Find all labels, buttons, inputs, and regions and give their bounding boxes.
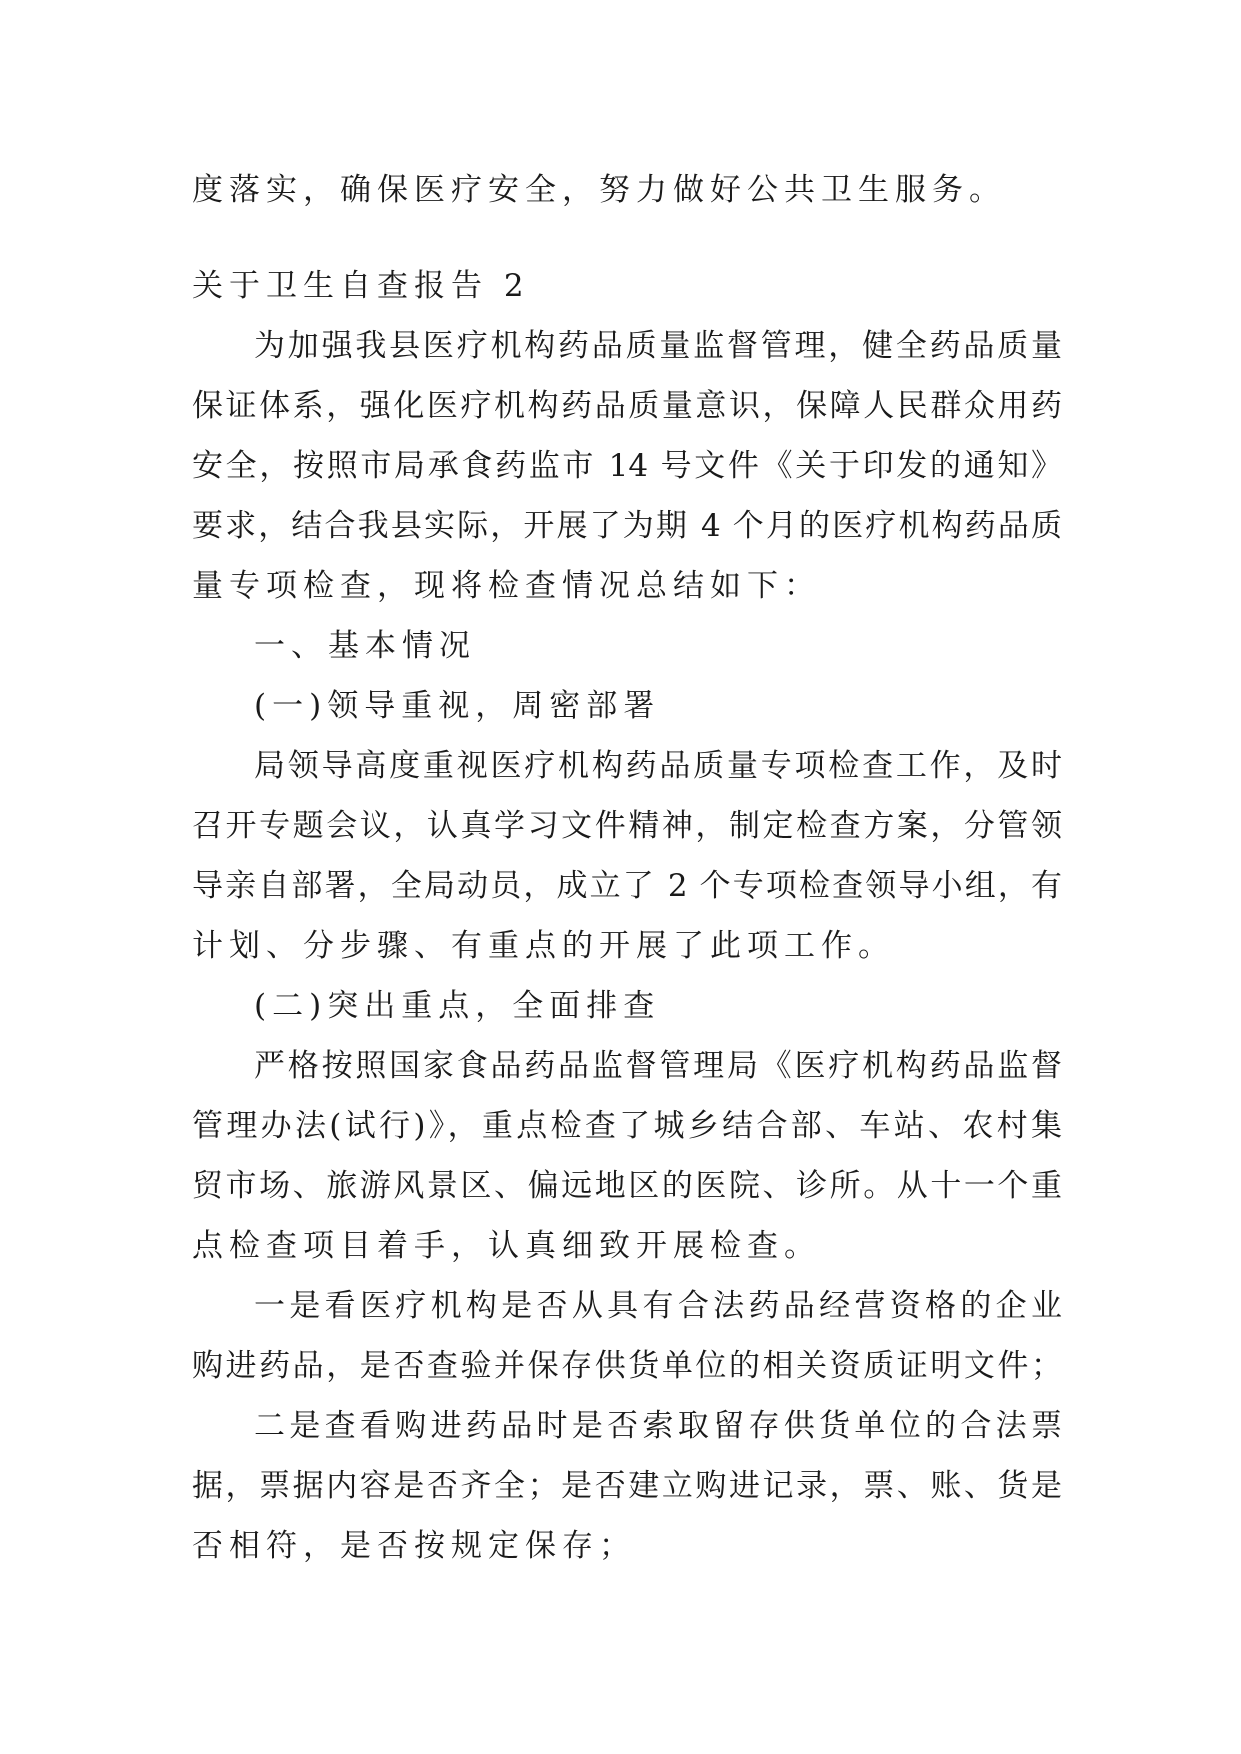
report-heading: 关于卫生自查报告 2 xyxy=(192,268,530,304)
item-1-paragraph xyxy=(192,1276,1062,1396)
paragraph-line: 管理办法(试行)》，重点检查了城乡结合部、车站、农村集 xyxy=(192,1108,1062,1144)
paragraph-line: 导亲自部署，全局动员，成立了 2 个专项检查领导小组，有 xyxy=(192,868,1062,904)
paragraph-line: 点检查项目着手，认真细致开展检查。 xyxy=(192,1228,821,1264)
subsection-title: (二)突出重点，全面排查 xyxy=(254,988,661,1024)
paragraph-line: 贸市场、旅游风景区、偏远地区的医院、诊所。从十一个重 xyxy=(192,1168,1062,1204)
paragraph-line: 严格按照国家食品药品监督管理局《医疗机构药品监督 xyxy=(254,1048,1062,1084)
paragraph-line: 购进药品，是否查验并保存供货单位的相关资质证明文件； xyxy=(192,1348,1062,1384)
paragraph-line: 量专项检查，现将检查情况总结如下： xyxy=(192,568,821,604)
paragraph-line: 为加强我县医疗机构药品质量监督管理，健全药品质量 xyxy=(254,328,1062,364)
paragraph-line: 保证体系，强化医疗机构药品质量意识，保障人民群众用药 xyxy=(192,388,1062,424)
paragraph-line: 一是看医疗机构是否从具有合法药品经营资格的企业 xyxy=(254,1288,1062,1324)
item-2-paragraph xyxy=(192,1396,1062,1576)
subsection-1-paragraph xyxy=(192,736,1062,976)
section-title: 一、基本情况 xyxy=(254,628,476,664)
paragraph-line: 否相符，是否按规定保存； xyxy=(192,1528,636,1564)
paragraph-line: 据，票据内容是否齐全；是否建立购进记录，票、账、货是 xyxy=(192,1468,1062,1504)
paragraph-line: 要求，结合我县实际，开展了为期 4 个月的医疗机构药品质 xyxy=(192,508,1062,544)
paragraph-line: 局领导高度重视医疗机构药品质量专项检查工作，及时 xyxy=(254,748,1062,784)
continuation-text: 度落实，确保医疗安全，努力做好公共卫生服务。 xyxy=(192,172,1006,208)
subsection-2-paragraph xyxy=(192,1036,1062,1276)
document-page xyxy=(192,160,1062,1576)
paragraph-line: 安全，按照市局承食药监市 14 号文件《关于印发的通知》 xyxy=(192,448,1062,484)
subsection-title: (一)领导重视，周密部署 xyxy=(254,688,661,724)
paragraph-line: 召开专题会议，认真学习文件精神，制定检查方案，分管领 xyxy=(192,808,1062,844)
paragraph-line: 计划、分步骤、有重点的开展了此项工作。 xyxy=(192,928,895,964)
paragraph-line: 二是查看购进药品时是否索取留存供货单位的合法票 xyxy=(254,1408,1062,1444)
intro-paragraph xyxy=(192,316,1062,616)
